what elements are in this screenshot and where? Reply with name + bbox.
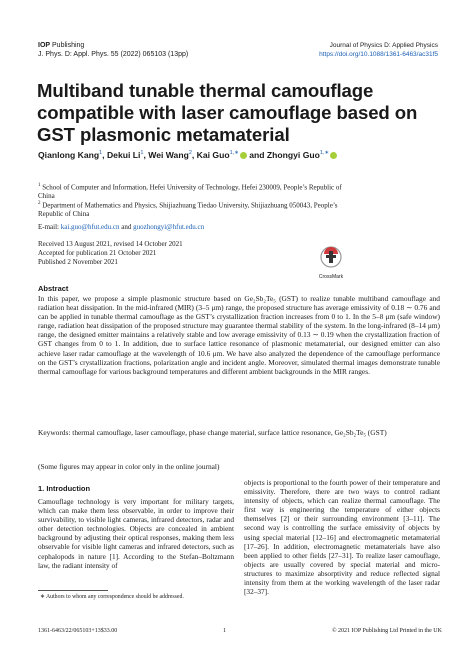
abstract-text: In this paper, we propose a simple plasmonic structure based on Ge₂Sb₂Te₅ (GST) to realize tunable multiband camouflage and radiation heat dissipation. In the mid-infrared (MIR) (3–5 μm) range, the proposed structure has average emissivity of 0.18 ∼ 0.76 and can be applied in tunable thermal camouflage as the GST’s crystallization fraction increases from 0 to 1. In the 5–8 μm (safe window) range, radiation heat dissipation of the proposed structure may guarantee thermal stability of the system. In the long-infrared (8–14 μm) range, the designed emitter maintains a relatively stable and low average emissivity of 0.13 ∼ 0.19 when the crystallization fraction of GST changes from 0 to 1. In addition, due to surface lattice resonance of plasmonic metamaterial, our designed emitter can also achieve laser radar camouflage at the wavelength of 10.6 μm. We have also analyzed the dependence of the camouflage performance on the GST’s crystallization fractions, polarization angle and incident angle. Moreover, simulated thermal images demonstrate tunable thermal camouflage for various background temperatures and different ambient backgrounds in the MIR ranges. xyxy=(38,294,440,376)
orcid-icon[interactable] xyxy=(330,152,337,159)
author-list: Qianlong Kang$^1$, Dekui Li$^1$, Wei Wang$^2$, Kai Guo$^{1,∗}$ and Zhongyi Guo$^{1,∗}$ xyxy=(38,150,337,160)
page-footer xyxy=(38,628,442,634)
citation-line: J. Phys. D: Appl. Phys. 55 (2022) 065103 (13pp) xyxy=(38,51,189,58)
paper-title: Multiband tunable thermal camouflage compatible with laser camouflage based on GST plasmonic metamaterial xyxy=(37,80,418,145)
publisher-logo: IOP Publishing xyxy=(38,42,85,49)
color-note: (Some figures may appear in color only in the online journal) xyxy=(38,462,220,471)
orcid-icon[interactable] xyxy=(240,152,247,159)
page-number: 1 xyxy=(223,628,227,634)
email-link[interactable]: kai.guo@hfut.edu.cn xyxy=(60,223,120,231)
issn-price: 1361-6463/22/065103+13$33.00 xyxy=(38,628,118,634)
affiliation: $^2$ Department of Mathematics and Physics, Shijiazhuang Tiedao University, Shijiazhuang 050043, People’s Republic of China xyxy=(38,201,338,219)
email-link[interactable]: guozhongyi@hfut.edu.cn xyxy=(133,223,205,231)
body-column-left: Camouflage technology is very important for military targets, which can make them less observable, in order to improve their survivability, to visible light cameras, infrared detectors, radar and other detection technologies. Objects are concealed in ambient background by adjusting their optical responses, making them less observable for visible light cameras and infrared detectors, such as cephalopods in nature [1]. According to the Stefan–Boltzmann law, the radiant intensity of xyxy=(38,497,234,570)
keywords: Keywords: thermal camouflage, laser camouflage, phase change material, surface lattice resonance, Ge₂Sb₂Te₅ (GST) xyxy=(38,428,387,437)
author-name[interactable]: Dekui Li xyxy=(106,150,141,160)
doi-link[interactable]: https://doi.org/10.1088/1361-6463/ac31f5 xyxy=(319,51,438,58)
section-heading: 1. Introduction xyxy=(38,484,91,493)
crossmark-icon xyxy=(320,246,342,268)
copyright: © 2021 IOP Publishing Ltd Printed in the UK xyxy=(331,628,442,634)
author-name[interactable]: Wei Wang xyxy=(148,150,189,160)
running-header-right xyxy=(319,42,438,58)
running-header-left xyxy=(38,42,188,58)
body-column-right: objects is proportional to the fourth power of their temperature and emissivity. Therefore, there are two ways to control radiant intensity of objects, which can realize thermal camouflage. The first way is engineering the temperature of either objects themselves [2] or their surrounding environment [3–11]. The second way is controlling the surface emissivity of objects by using special material [12–16] and electromagnetic metamaterial [17–26]. In addition, electromagnetic metamaterials have also been applied to other fields [27–31]. To realize laser camouflage, objects are usually covered by special material and micro-structures to maximize absorptivity and reduce reflected signal intensity from them at the working wavelength of the laser radar [32–37]. xyxy=(244,478,440,597)
author-name[interactable]: Kai Guo xyxy=(196,150,230,160)
crossmark-badge[interactable]: CrossMark xyxy=(315,246,347,280)
author-name[interactable]: Zhongyi Guo xyxy=(266,150,320,160)
affiliation: $^1$ School of Computer and Information, Hefei University of Technology, Hefei 230009, People’s Republic of China xyxy=(38,183,342,201)
abstract-heading: Abstract xyxy=(38,284,69,293)
journal-name: Journal of Physics D: Applied Physics xyxy=(329,42,438,49)
footnote: ∗ Authors to whom any correspondence should be addressed. xyxy=(40,594,184,600)
footnote-divider xyxy=(38,590,108,591)
publication-dates: Received 13 August 2021, revised 14 October 2021 Accepted for publication 21 October 2021 Published 2 November 2021 xyxy=(38,240,183,266)
author-name[interactable]: Qianlong Kang xyxy=(38,150,100,160)
contact-email: E-mail: kai.guo@hfut.edu.cn and guozhongyi@hfut.edu.cn xyxy=(38,223,205,231)
